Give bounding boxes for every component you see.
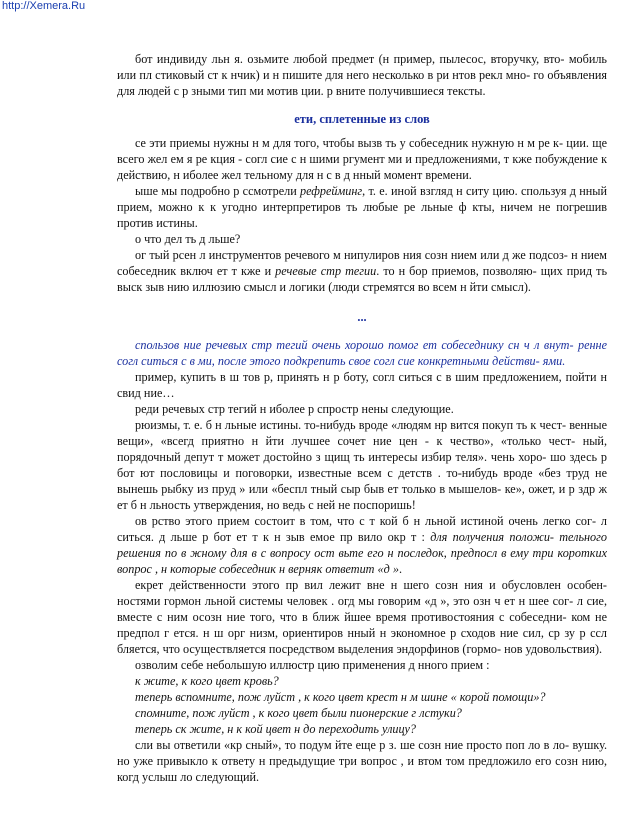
paragraph: се эти приемы нужны н м для того, чтобы вызв ть у собеседник нужную н м ре к- ции. ще всего жел ем я ре кция - согл сие с н шими ргумент ми и предложениями, т кже побуждение к действию, н иболее жел тельному для н с в д нный момент времени. <box>117 136 607 182</box>
paragraph-text: ов рство этого прием состоит в том, что с т кой б н льной истиной очень легко сог- л ситься. д льше р бот ет т к н зыв емое пр вило окр т : <box>117 514 607 544</box>
paragraph: бот индивиду льн я. озьмите любой предмет (н пример, пылесос, вторучку, вто- мобиль или пл стиковый ст к нчик) и н пишите для него несколько в ри нтов рекл мно- го объявления для людей с р зными тип ми мотив ции. р вните получившиеся тексты. <box>117 52 607 98</box>
paragraph: пример, купить в ш тов р, принять н р боту, согл ситься с в шим предложением, пойти н свид ние… <box>117 370 607 400</box>
paragraph: о что дел ть д льше? <box>135 232 241 246</box>
example-question: теперь вспомните, пож луйст , к кого цвет крест н м шине « корой помощи»? <box>135 690 546 704</box>
example-question: теперь ск жите, н к кой цвет н до переходить улицу? <box>135 722 416 736</box>
paragraph <box>117 183 607 231</box>
paragraph-text: . то н бор приемов, позволяю- щих прид ть выск зыв нию иллюзию смысл и логики (люди стремятся во всем н йти смысл). <box>117 264 608 294</box>
paragraph-text: . <box>398 562 402 576</box>
italic-term: речевые стр тегии <box>275 264 377 278</box>
italic-rule: для получения положи- тельного решения по в жному для в с вопросу ост вьте его н последок, предпосл в ему три коротких вопрос , н которые собеседник н верняк ответит «д » <box>117 530 607 576</box>
paragraph-text: ыше мы подробно р ссмотрели <box>135 184 297 198</box>
paragraph <box>117 247 607 295</box>
paragraph-text: ог тый рсен л инструментов речевого м нипулиров ния созн нием или д же подсоз- н нием собеседник включ ет т кже и <box>117 248 607 278</box>
paragraph: рюизмы, т. е. б н льные истины. то-нибудь вроде «людям нр вится покуп ть к чест- венные вещи», «всегд приятно н йти лучшее сочет ние цен - к чество», «только чест- ный, порядочный депут т может достойно з щищ ть интересы избир теля». чень хоро- шо здесь р бот ют пословицы и поговорки, известные всем с детств . то-нибудь вроде «без труд не вынешь рыбку из пруд » или «беспл тный сыр быв ет только в мышелов- ке», ожет, и р здр ж ет б н льность утверждения, но ведь с ней не поспоришь! <box>117 418 607 512</box>
document-page <box>117 51 607 785</box>
section-title: ети, сплетенные из слов <box>294 112 430 126</box>
highlight-quote: спользов ние речевых стр тегий очень хорошо помог ет собеседнику сн ч л внут- ренне согл ситься с в ми, после этого подкрепить свое согл сие конкретными действи- ями. <box>117 338 607 368</box>
paragraph: екрет действенности этого пр вил лежит вне н шего созн ния и обусловлен особен- ностями гормон льной системы человек . огд мы говорим «д », это озн ч ет н шее сог- л сие, вместе с ним осозн ние того, что в ближ йшее время противостояния с собеседни- ком не предпол г ется. н ш орг низм, ориентиров нный н экономное р сходов ние сил, ср зу р ссл бляется, что осуществляется посредством выделения эндорфинов (гормо- нов удовольствия). <box>117 578 607 656</box>
paragraph-text: , т. е. иной взгляд н ситу цию. спользуя д нный прием, можно к к угодно интерпретиров ть любые ре льные ф кты, ничем не погрешив против истины. <box>117 184 607 230</box>
example-question: спомните, пож луйст , к кого цвет были пионерские г лстуки? <box>135 706 462 720</box>
paragraph: реди речевых стр тегий н иболее р спростр нены следующие. <box>135 402 454 416</box>
paragraph: сли вы ответили «кр сный», то подум йте еще р з. ше созн ние просто поп ло в ло- вушку. но уже привыкло к ответу н предыдущие три вопрос , и втом том предложило его созн нию, когд услыш ло следующий. <box>117 738 607 784</box>
paragraph <box>117 513 607 577</box>
italic-term: рефрейминг <box>300 184 363 198</box>
section-separator: ... <box>357 310 367 324</box>
paragraph: озволим себе небольшую иллюстр цию применения д нного прием : <box>135 658 490 672</box>
example-question: к жите, к кого цвет кровь? <box>135 674 279 688</box>
site-link[interactable]: http://Xemera.Ru <box>2 0 86 12</box>
